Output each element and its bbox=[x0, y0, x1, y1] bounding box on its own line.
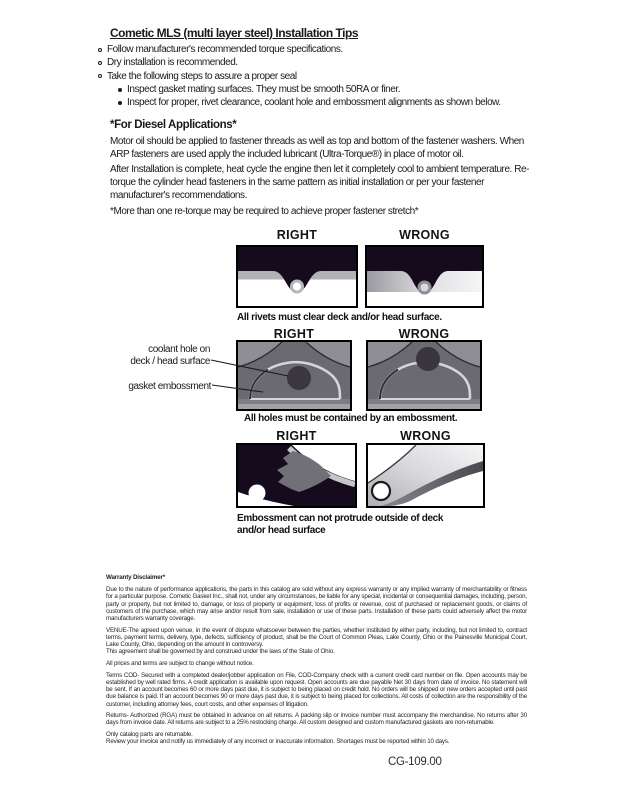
callout-text: coolant hole on bbox=[148, 344, 210, 355]
filled-bullet-icon bbox=[118, 88, 122, 92]
right-label: RIGHT bbox=[276, 228, 318, 242]
rivet-diagram-wrong bbox=[365, 245, 484, 308]
deck-edge-diagram-wrong-svg bbox=[366, 443, 485, 508]
deck-edge-diagram-right bbox=[236, 443, 357, 508]
tip-text: Inspect gasket mating surfaces. They must be smooth 50RA or finer. bbox=[127, 83, 401, 95]
tip-text: Dry installation is recommended. bbox=[107, 57, 238, 69]
governed-paragraph: This agreement shall be governed by and construed under the laws of the State of Ohio. bbox=[106, 648, 335, 656]
row3-caption bbox=[237, 513, 443, 536]
right-label: RIGHT bbox=[273, 327, 315, 341]
warranty-heading: Warranty Disclaimer* bbox=[106, 574, 166, 581]
callout-text: deck / head surface bbox=[130, 355, 210, 367]
diesel-paragraph-2: After Installation is complete, heat cycle the engine then let it completely cool to ambient temperature. Re-torque the cylinder head fasteners in the same pattern as initial installation or per your fastener manufacturer's recommendations. bbox=[110, 164, 529, 202]
tip-text: Inspect for proper, rivet clearance, coolant hole and embossment alignments as shown below. bbox=[127, 97, 501, 109]
terms-paragraph: Terms COD- Secured with a completed dealer/jobber application on File, COD-Company check with a current credit card number on file. Open accounts may be established by well rated firms. A credit application is available upon request. Open accounts are due payable Net 30 days from date of invoice. No statement will be sent. If an account becomes 60 or more days past due, it is subject to being placed on credit hold. No orders will be shipped or new orders accepted until past due balance is paid. If an account becomes 90 or more days past due, it is subject to being placed for collections. All costs of collection are the responsibility of the customer, including attorney fees, court costs, and other expenses of litigation. bbox=[106, 671, 527, 708]
bolt-hole-icon bbox=[249, 485, 266, 502]
rivet-diagram-right bbox=[236, 245, 358, 308]
wrong-label: WRONG bbox=[400, 429, 451, 443]
gasket-embossment-callout: gasket embossment bbox=[128, 381, 211, 392]
bolt-hole-icon bbox=[372, 482, 390, 500]
row1-caption: All rivets must clear deck and/or head surface. bbox=[237, 312, 442, 323]
warranty-disclaimer-section bbox=[106, 574, 527, 750]
diesel-heading: *For Diesel Applications* bbox=[110, 119, 237, 131]
embossment-diagram-right bbox=[236, 340, 352, 411]
prices-paragraph: All prices and terms are subject to change without notice. bbox=[106, 660, 254, 668]
list-item bbox=[98, 70, 558, 83]
row2-caption: All holes must be contained by an embossment. bbox=[244, 413, 458, 424]
tip-text: Follow manufacturer's recommended torque specifications. bbox=[107, 44, 343, 55]
list-item bbox=[98, 56, 558, 69]
embossment-diagram-wrong-svg bbox=[366, 340, 482, 411]
embossment-diagram-wrong bbox=[366, 340, 482, 411]
tip-text: Take the following steps to assure a proper seal bbox=[107, 70, 297, 82]
list-item bbox=[98, 43, 558, 56]
coolant-hole-icon bbox=[416, 347, 440, 371]
only-catalog-line: Only catalog parts are returnable. bbox=[106, 731, 193, 739]
rivet-diagram-right-svg bbox=[236, 245, 358, 308]
open-bullet-icon bbox=[98, 48, 102, 52]
coolant-hole-callout bbox=[130, 344, 210, 367]
diesel-paragraph-1: Motor oil should be applied to fastener threads as well as top and bottom of the fastener washers. When ARP fasteners are used apply the included lubricant (Ultra-Torque®) in place of motor oil. bbox=[110, 136, 524, 161]
wrong-label: WRONG bbox=[399, 228, 450, 242]
installation-tips-list bbox=[98, 43, 558, 109]
returns-paragraph: Returns- Authorized (RGA) must be obtained in advance on all returns. A packing slip or invoice number must accompany the merchandise. No returns after 30 days from invoice date. All returns are subject to a 25% restocking charge. All custom designed and custom manufactured gaskets are non-returnable. bbox=[106, 712, 527, 727]
deck-edge-diagram-wrong bbox=[366, 443, 485, 508]
review-invoice-line: Review your invoice and notify us immediately of any incorrect or inaccurate information. Shortages must be reported within 10 days. bbox=[106, 738, 450, 746]
venue-paragraph: VENUE-The agreed upon venue, in the event of dispute whatsoever between the parties, whether instituted by either party, including, but not limited to, contract terms, payment terms, delivery, type, defects, sufficiency of product, shall be the Court of Common Pleas, Lake County, Ohio or the Painesville Municipal Court, Lake County, Ohio, depending on the amount in controversy. bbox=[106, 626, 527, 649]
caption-line: Embossment can not protrude outside of deck bbox=[237, 513, 444, 524]
right-label: RIGHT bbox=[276, 429, 317, 443]
caption-line: and/or head surface bbox=[237, 524, 326, 536]
open-bullet-icon bbox=[98, 61, 102, 65]
warranty-paragraph: Due to the nature of performance applications, the parts in this catalog are sold without any express warranty or any implied warranty of merchantability or fitness for a particular purpose. Cometic Gasket Inc., shall not, under any circumstances, be liable for any special, incidental or consequential damages, including, person, party or property, but not limited to, damage, or loss of property or equipment, loss of profits or revenue, cost of purchased or replacement goods, or claims of customers of the purchase, which may arise and/or result from sale, installation or use of these parts. Installation of these parts could adversely affect the motor manufacturers warranty coverage. bbox=[106, 586, 527, 623]
open-bullet-icon bbox=[98, 74, 102, 78]
list-item bbox=[118, 96, 558, 109]
page-code: CG-109.00 bbox=[388, 756, 442, 768]
list-item bbox=[118, 83, 558, 96]
retorque-note: *More than one re-torque may be required to achieve proper fastener stretch* bbox=[110, 206, 419, 217]
wrong-label: WRONG bbox=[398, 327, 450, 341]
coolant-hole-icon bbox=[287, 366, 311, 390]
filled-bullet-icon bbox=[118, 101, 122, 105]
embossment-diagram-right-svg bbox=[236, 340, 352, 411]
page-title: Cometic MLS (multi layer steel) Installation Tips bbox=[110, 26, 359, 40]
deck-edge-diagram-right-svg bbox=[236, 443, 357, 508]
rivet-diagram-wrong-svg bbox=[365, 245, 484, 308]
